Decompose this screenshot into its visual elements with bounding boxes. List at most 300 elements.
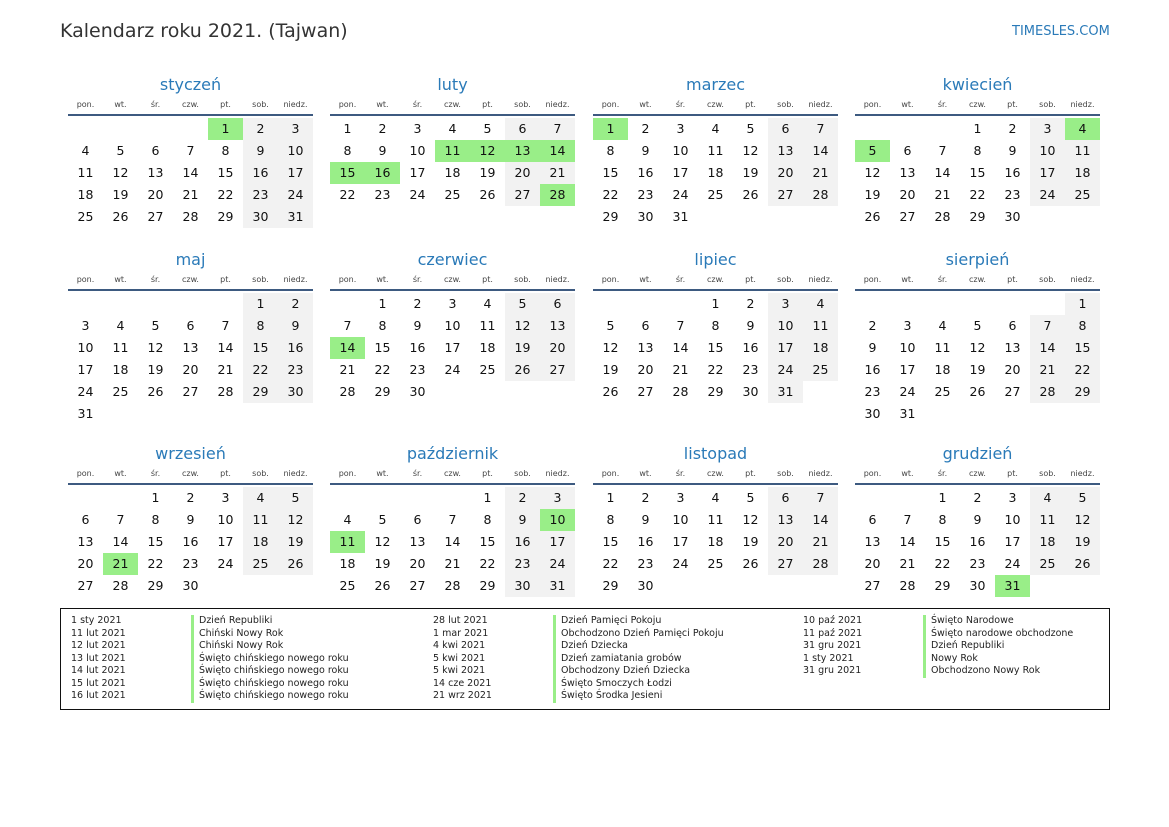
weekend-day-cell: 16 (278, 337, 313, 359)
weekend-day-cell: 18 (243, 531, 278, 553)
holiday-row (793, 640, 1073, 653)
day-cell: 7 (903, 512, 912, 527)
day-grid (855, 118, 1100, 228)
weekend-day-cell: 18 (1065, 162, 1100, 184)
day-cell: 19 (112, 187, 129, 202)
weekday-label: pt. (1007, 275, 1018, 284)
weekend-day-cell: 26 (505, 359, 540, 381)
day-cell: 8 (711, 318, 720, 333)
weekend-day-cell: 31 (540, 575, 575, 597)
day-cell: 1 (483, 490, 492, 505)
weekday-label: czw. (707, 275, 724, 284)
day-cell: 25 (112, 384, 129, 399)
weekday-label: wt. (114, 275, 127, 284)
weekday-label: pon. (601, 275, 620, 284)
weekend-day-cell: 27 (540, 359, 575, 381)
empty-cell (855, 118, 890, 140)
day-cell: 15 (374, 340, 391, 355)
weekday-header (68, 274, 313, 291)
weekday-label: pon. (338, 275, 357, 284)
month-calendar (593, 250, 838, 403)
weekend-day-cell: 10 (1030, 140, 1065, 162)
month-name: czerwiec (417, 250, 488, 269)
day-cell: 20 (864, 556, 881, 571)
day-cell: 30 (637, 209, 654, 224)
weekday-label: pt. (482, 275, 493, 284)
weekday-label: wt. (114, 100, 127, 109)
day-cell: 20 (899, 187, 916, 202)
day-cell: 14 (934, 165, 951, 180)
holiday-date: 1 mar 2021 (433, 627, 489, 639)
weekday-label: pt. (745, 275, 756, 284)
weekday-label: czw. (444, 469, 461, 478)
day-cell: 14 (672, 340, 689, 355)
month-name: luty (437, 75, 468, 94)
weekday-header (855, 99, 1100, 116)
holiday-day-cell: 14 (330, 337, 365, 359)
weekday-label: śr. (675, 469, 686, 478)
weekday-label: wt. (114, 469, 127, 478)
day-cell: 29 (969, 209, 986, 224)
holiday-day-cell: 14 (540, 140, 575, 162)
day-cell: 22 (602, 187, 619, 202)
holiday-date: 11 paź 2021 (803, 627, 863, 639)
holiday-date: 21 wrz 2021 (433, 690, 492, 701)
day-cell: 22 (479, 556, 496, 571)
empty-cell (855, 293, 890, 315)
day-cell: 22 (707, 362, 724, 377)
day-cell: 4 (938, 318, 947, 333)
day-cell: 14 (217, 340, 234, 355)
day-cell: 1 (938, 490, 947, 505)
day-cell: 17 (217, 534, 234, 549)
weekend-day-cell: 18 (803, 337, 838, 359)
holiday-row (423, 690, 724, 703)
holiday-row (423, 653, 724, 666)
empty-cell (593, 293, 628, 315)
weekend-day-cell: 27 (505, 184, 540, 206)
weekend-day-cell: 24 (768, 359, 803, 381)
day-cell: 25 (707, 556, 724, 571)
empty-cell (925, 293, 960, 315)
day-cell: 6 (186, 318, 195, 333)
weekday-label: pon. (863, 100, 882, 109)
weekend-day-cell: 24 (540, 553, 575, 575)
weekday-label: pt. (220, 469, 231, 478)
weekday-label: niedz. (545, 469, 570, 478)
month-name: marzec (685, 75, 745, 94)
day-cell: 13 (147, 165, 164, 180)
holiday-date: 5 kwi 2021 (433, 665, 486, 676)
weekend-day-cell: 23 (278, 359, 313, 381)
weekday-label: czw. (182, 469, 199, 478)
weekend-day-cell: 5 (278, 487, 313, 509)
day-cell: 15 (602, 534, 619, 549)
day-cell: 13 (1004, 340, 1021, 355)
day-cell: 3 (903, 318, 912, 333)
day-cell: 9 (746, 318, 755, 333)
weekend-day-cell: 19 (505, 337, 540, 359)
day-cell: 4 (343, 512, 352, 527)
day-cell: 21 (182, 187, 199, 202)
weekday-label: czw. (182, 275, 199, 284)
weekend-day-cell: 26 (1065, 553, 1100, 575)
day-cell: 25 (934, 384, 951, 399)
weekday-label: sob. (252, 275, 269, 284)
day-cell: 10 (1004, 512, 1021, 527)
empty-cell (103, 293, 138, 315)
weekday-label: pt. (745, 469, 756, 478)
day-cell: 22 (602, 556, 619, 571)
weekend-day-cell: 1 (243, 293, 278, 315)
day-cell: 25 (77, 209, 94, 224)
holiday-day-cell: 21 (103, 553, 138, 575)
weekend-day-cell: 3 (1030, 118, 1065, 140)
day-cell: 9 (868, 340, 877, 355)
holiday-row (61, 653, 349, 666)
weekday-label: pon. (601, 100, 620, 109)
day-cell: 6 (151, 143, 160, 158)
month-calendar (330, 250, 575, 403)
day-cell: 16 (969, 534, 986, 549)
day-cell: 8 (483, 512, 492, 527)
weekend-day-cell: 2 (243, 118, 278, 140)
weekend-day-cell: 14 (803, 140, 838, 162)
day-cell: 12 (969, 340, 986, 355)
holiday-row (423, 678, 724, 691)
empty-cell (330, 487, 365, 509)
day-cell: 27 (182, 384, 199, 399)
day-cell: 23 (182, 556, 199, 571)
day-cell: 27 (637, 384, 654, 399)
weekend-day-cell: 11 (1065, 140, 1100, 162)
weekend-day-cell: 7 (1030, 315, 1065, 337)
day-cell: 17 (672, 165, 689, 180)
weekend-day-cell: 6 (540, 293, 575, 315)
weekend-day-cell: 29 (1065, 381, 1100, 403)
holiday-column (61, 615, 349, 703)
weekday-label: śr. (150, 469, 161, 478)
day-cell: 21 (899, 556, 916, 571)
day-cell: 7 (676, 318, 685, 333)
weekend-day-cell: 23 (243, 184, 278, 206)
day-cell: 9 (186, 512, 195, 527)
weekend-day-cell: 3 (278, 118, 313, 140)
holiday-date: 31 gru 2021 (803, 665, 862, 676)
day-grid (68, 293, 313, 425)
weekend-day-cell: 22 (243, 359, 278, 381)
day-cell: 23 (374, 187, 391, 202)
day-cell: 29 (479, 578, 496, 593)
day-cell: 21 (444, 556, 461, 571)
day-cell: 1 (343, 121, 352, 136)
empty-cell (68, 487, 103, 509)
empty-cell (103, 118, 138, 140)
holiday-name: Święto chińskiego nowego roku (191, 690, 349, 703)
day-cell: 15 (147, 534, 164, 549)
day-cell: 11 (479, 318, 496, 333)
day-cell: 20 (182, 362, 199, 377)
day-cell: 2 (973, 490, 982, 505)
day-cell: 8 (343, 143, 352, 158)
empty-cell (173, 118, 208, 140)
day-cell: 27 (409, 578, 426, 593)
weekend-day-cell: 15 (1065, 337, 1100, 359)
day-cell: 8 (221, 143, 230, 158)
holiday-day-cell: 15 (330, 162, 365, 184)
day-cell: 29 (374, 384, 391, 399)
weekend-day-cell: 22 (1065, 359, 1100, 381)
weekend-day-cell: 7 (803, 487, 838, 509)
holiday-date: 5 kwi 2021 (433, 652, 486, 664)
day-cell: 5 (483, 121, 492, 136)
weekend-day-cell: 17 (1030, 162, 1065, 184)
weekend-day-cell: 11 (243, 509, 278, 531)
holiday-day-cell: 10 (540, 509, 575, 531)
day-cell: 24 (217, 556, 234, 571)
empty-cell (435, 487, 470, 509)
holiday-name: Święto Środka Jesieni (553, 690, 662, 703)
day-cell: 12 (742, 512, 759, 527)
weekday-label: wt. (901, 469, 914, 478)
weekday-label: śr. (412, 469, 423, 478)
weekday-header (330, 468, 575, 485)
weekday-label: niedz. (808, 469, 833, 478)
holiday-date: 1 sty 2021 (71, 615, 122, 626)
weekend-day-cell: 19 (278, 531, 313, 553)
weekday-label: czw. (969, 275, 986, 284)
day-cell: 5 (746, 490, 755, 505)
weekend-day-cell: 9 (505, 509, 540, 531)
holiday-day-cell: 11 (435, 140, 470, 162)
day-cell: 20 (77, 556, 94, 571)
weekend-day-cell: 30 (505, 575, 540, 597)
day-cell: 20 (1004, 362, 1021, 377)
weekday-label: pt. (482, 100, 493, 109)
day-cell: 13 (637, 340, 654, 355)
weekend-day-cell: 9 (243, 140, 278, 162)
day-cell: 3 (676, 490, 685, 505)
holiday-row (423, 640, 724, 653)
weekend-day-cell: 13 (768, 140, 803, 162)
day-cell: 24 (1004, 556, 1021, 571)
weekday-label: wt. (639, 100, 652, 109)
weekend-day-cell: 25 (803, 359, 838, 381)
holiday-name: Obchodzono Dzień Pamięci Pokoju (553, 628, 724, 641)
day-cell: 24 (444, 362, 461, 377)
weekend-day-cell: 16 (505, 531, 540, 553)
empty-cell (890, 293, 925, 315)
holiday-name: Dzień Pamięci Pokoju (553, 615, 661, 628)
day-cell: 30 (969, 578, 986, 593)
empty-cell (925, 118, 960, 140)
holiday-day-cell: 31 (995, 575, 1030, 597)
day-cell: 18 (479, 340, 496, 355)
day-cell: 19 (147, 362, 164, 377)
month-name: listopad (683, 444, 748, 463)
day-grid (855, 487, 1100, 597)
weekend-day-cell: 29 (243, 381, 278, 403)
day-grid (593, 118, 838, 228)
day-cell: 6 (413, 512, 422, 527)
weekday-label: śr. (675, 275, 686, 284)
day-cell: 7 (116, 512, 125, 527)
day-cell: 14 (112, 534, 129, 549)
weekday-label: pon. (863, 275, 882, 284)
day-cell: 11 (707, 143, 724, 158)
day-cell: 16 (637, 534, 654, 549)
weekend-day-cell: 13 (540, 315, 575, 337)
holiday-row (793, 628, 1073, 641)
day-cell: 2 (378, 121, 387, 136)
day-cell: 17 (1004, 534, 1021, 549)
day-cell: 5 (606, 318, 615, 333)
holiday-name: Dzień Dziecka (553, 640, 628, 653)
weekend-day-cell: 20 (768, 531, 803, 553)
day-cell: 30 (637, 578, 654, 593)
day-cell: 12 (864, 165, 881, 180)
day-cell: 12 (602, 340, 619, 355)
day-cell: 22 (339, 187, 356, 202)
month-name: kwiecień (942, 75, 1013, 94)
day-cell: 15 (602, 165, 619, 180)
day-cell: 30 (1004, 209, 1021, 224)
empty-cell (628, 293, 663, 315)
day-cell: 19 (374, 556, 391, 571)
day-cell: 27 (77, 578, 94, 593)
empty-cell (890, 487, 925, 509)
empty-cell (960, 293, 995, 315)
empty-cell (208, 293, 243, 315)
empty-cell (855, 487, 890, 509)
weekend-day-cell: 8 (1065, 315, 1100, 337)
holiday-day-cell: 5 (855, 140, 890, 162)
day-cell: 31 (672, 209, 689, 224)
weekend-day-cell: 21 (540, 162, 575, 184)
weekend-day-cell: 21 (1030, 359, 1065, 381)
day-cell: 13 (182, 340, 199, 355)
day-cell: 26 (112, 209, 129, 224)
holiday-name: Chiński Nowy Rok (191, 640, 283, 653)
day-cell: 9 (973, 512, 982, 527)
day-cell: 9 (378, 143, 387, 158)
holiday-row (423, 665, 724, 678)
day-cell: 17 (672, 534, 689, 549)
day-cell: 21 (672, 362, 689, 377)
day-cell: 27 (899, 209, 916, 224)
day-cell: 29 (147, 578, 164, 593)
day-cell: 27 (147, 209, 164, 224)
holiday-row (423, 615, 724, 628)
holiday-column (793, 615, 1073, 678)
weekday-label: śr. (150, 100, 161, 109)
day-cell: 1 (606, 490, 615, 505)
empty-cell (68, 118, 103, 140)
holiday-date: 16 lut 2021 (71, 690, 126, 701)
day-cell: 25 (339, 578, 356, 593)
weekend-day-cell: 16 (243, 162, 278, 184)
day-cell: 6 (868, 512, 877, 527)
day-cell: 7 (448, 512, 457, 527)
weekend-day-cell: 25 (1065, 184, 1100, 206)
weekend-day-cell: 10 (768, 315, 803, 337)
day-cell: 3 (413, 121, 422, 136)
day-cell: 1 (711, 296, 720, 311)
month-calendar (855, 250, 1100, 425)
weekday-label: pt. (745, 100, 756, 109)
day-cell: 5 (116, 143, 125, 158)
month-name: wrzesień (155, 444, 226, 463)
weekday-label: pt. (220, 100, 231, 109)
day-grid (68, 118, 313, 228)
day-cell: 3 (676, 121, 685, 136)
weekday-label: sob. (1039, 469, 1056, 478)
weekend-day-cell: 31 (278, 206, 313, 228)
day-cell: 15 (707, 340, 724, 355)
holiday-date: 10 paź 2021 (803, 615, 863, 626)
weekday-label: pon. (338, 469, 357, 478)
day-cell: 10 (217, 512, 234, 527)
day-cell: 9 (1008, 143, 1017, 158)
holiday-date: 12 lut 2021 (71, 640, 126, 651)
weekday-header (68, 468, 313, 485)
day-cell: 21 (217, 362, 234, 377)
day-cell: 2 (413, 296, 422, 311)
day-cell: 6 (81, 512, 90, 527)
holiday-row (61, 678, 349, 691)
weekday-label: pon. (338, 100, 357, 109)
day-cell: 17 (77, 362, 94, 377)
site-link[interactable]: TIMESLES.COM (1012, 24, 1110, 39)
weekend-day-cell: 27 (768, 184, 803, 206)
day-grid (68, 487, 313, 597)
weekend-day-cell: 7 (540, 118, 575, 140)
day-cell: 3 (448, 296, 457, 311)
weekend-day-cell: 1 (1065, 293, 1100, 315)
day-cell: 28 (182, 209, 199, 224)
day-cell: 2 (868, 318, 877, 333)
empty-cell (330, 293, 365, 315)
day-grid (593, 293, 838, 403)
day-grid (330, 487, 575, 597)
holiday-name: Święto chińskiego nowego roku (191, 665, 349, 678)
weekday-label: śr. (150, 275, 161, 284)
day-cell: 31 (899, 406, 916, 421)
day-cell: 28 (112, 578, 129, 593)
day-cell: 4 (711, 121, 720, 136)
day-cell: 18 (444, 165, 461, 180)
day-cell: 15 (934, 534, 951, 549)
month-name: październik (406, 444, 499, 463)
day-cell: 29 (602, 578, 619, 593)
weekday-label: wt. (901, 100, 914, 109)
day-cell: 4 (81, 143, 90, 158)
holiday-legend (60, 608, 1110, 710)
empty-cell (138, 118, 173, 140)
day-cell: 13 (899, 165, 916, 180)
weekend-day-cell: 24 (278, 184, 313, 206)
holiday-row (793, 615, 1073, 628)
weekend-day-cell: 11 (1030, 509, 1065, 531)
weekend-day-cell: 17 (540, 531, 575, 553)
holiday-date: 31 gru 2021 (803, 640, 862, 651)
weekday-label: sob. (252, 100, 269, 109)
weekday-label: sob. (514, 100, 531, 109)
day-cell: 18 (112, 362, 129, 377)
weekday-label: sob. (1039, 100, 1056, 109)
day-cell: 16 (742, 340, 759, 355)
weekend-day-cell: 12 (1065, 509, 1100, 531)
